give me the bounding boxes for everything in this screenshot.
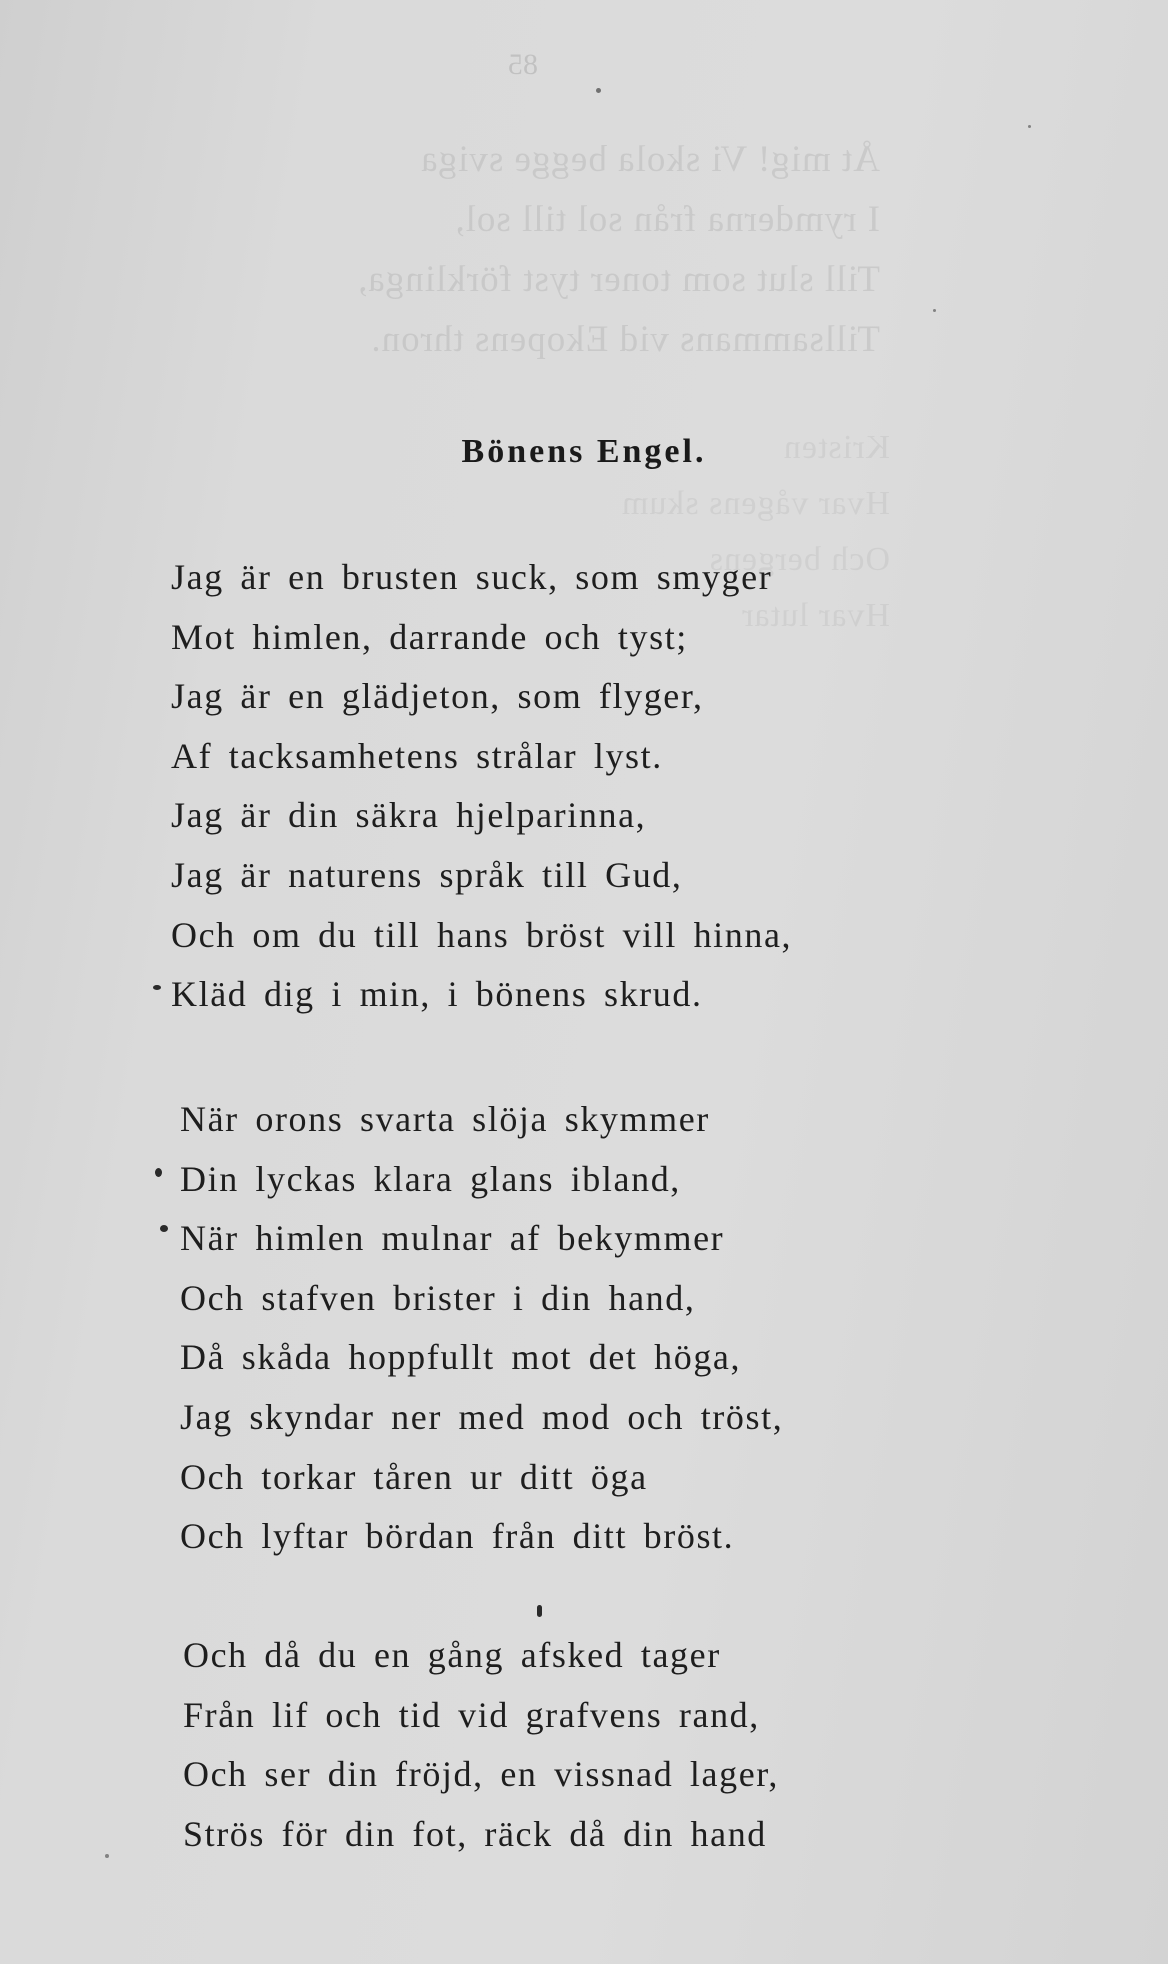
ink-speck (537, 1605, 542, 1617)
verse-line: Jag är en glädjeton, som flyger, (171, 676, 704, 717)
verse-line: Jag skyndar ner med mod och tröst, (180, 1396, 784, 1437)
show-through-line: Till slut som toner tyst förklinga, (357, 259, 880, 300)
verse-line: När orons svarta slöja skymmer (180, 1099, 710, 1139)
verse-line: Jag är en brusten suck, som smyger (171, 557, 773, 597)
verse-line: Strös för din fot, räck då din hand (183, 1813, 767, 1854)
page-number-showthrough: 85 (508, 48, 538, 81)
verse-line: Kläd dig i min, i bönens skrud. (171, 974, 703, 1015)
ink-speck (105, 1854, 109, 1858)
verse-line: Och om du till hans bröst vill hinna, (171, 914, 793, 955)
verse-line: Din lyckas klara glans ibland, (180, 1158, 681, 1199)
ink-speck (155, 1168, 162, 1177)
verse-line: Jag är naturens språk till Gud, (171, 854, 683, 895)
show-through-line: Hvar vågens skum (620, 485, 890, 522)
ink-speck (596, 88, 601, 93)
ink-speck (160, 1225, 168, 1232)
verse-line: Och ser din fröjd, en vissnad lager, (183, 1754, 780, 1795)
verse-line: Jag är din säkra hjelparinna, (171, 795, 647, 836)
ink-speck (933, 309, 936, 312)
show-through-line: Kristen (782, 429, 890, 466)
verse-line: Och lyftar bördan från ditt bröst. (180, 1516, 735, 1557)
verse-line: Mot himlen, darrande och tyst; (171, 616, 688, 657)
verse-line: Och då du en gång afsked tager (183, 1635, 721, 1675)
show-through-text-top (270, 130, 880, 370)
stanza-3 (183, 1626, 903, 1864)
verse-line: Då skåda hoppfullt mot det höga, (180, 1337, 742, 1378)
verse-line: Och stafven brister i din hand, (180, 1277, 696, 1318)
verse-line: Af tacksamhetens strålar lyst. (171, 735, 663, 776)
ink-speck (153, 985, 161, 990)
poem-title: Bönens Engel. (461, 433, 707, 470)
ink-speck (1028, 125, 1031, 128)
show-through-line: I rymderna från sol till sol, (454, 199, 880, 240)
show-through-line: Åt mig! Vi skola begge sviga (420, 139, 880, 180)
verse-line: Från lif och tid vid grafvens rand, (183, 1694, 760, 1735)
verse-line: När himlen mulnar af bekymmer (180, 1218, 725, 1259)
show-through-line: Tillsammans vid Ekopens thron. (370, 319, 880, 360)
show-through-line: Och bergens (708, 541, 890, 578)
stanza-1 (171, 548, 891, 1025)
stanza-2 (180, 1090, 900, 1567)
verse-line: Och torkar tåren ur ditt öga (180, 1456, 648, 1497)
show-through-line: Hvar lutar (741, 597, 890, 634)
